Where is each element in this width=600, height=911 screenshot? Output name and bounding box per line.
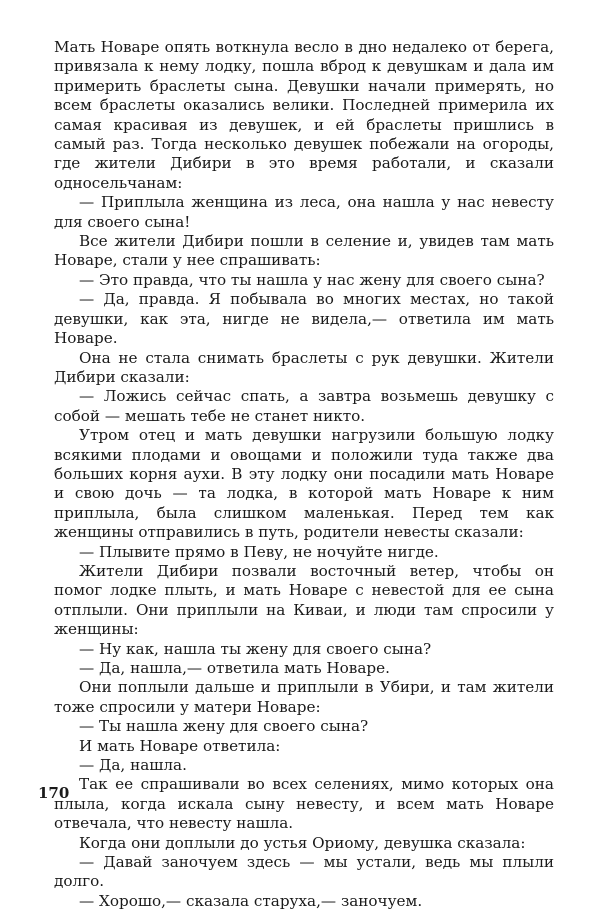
paragraph-18: Когда они доплыли до устья Ориому, девушка сказала: <box>79 833 526 852</box>
paragraph-11: — Ну как, нашла ты жену для своего сына? <box>79 639 432 658</box>
paragraph-7: — Ложись сейчас спать, а завтра возьмешь девушку с собой — мешать тебе не станет никто. <box>54 387 554 425</box>
paragraph-4: — Это правда, что ты нашла у нас жену для своего сына? <box>79 270 545 289</box>
page-text <box>54 38 554 911</box>
paragraph-10: Жители Дибири позвали восточный ветер, чтобы он помог лодке плыть, и мать Новаре с невестой для ее сына отплыли. Они приплыли на Киваи, и люди там спросили у женщины: <box>54 561 554 639</box>
paragraph-1: Мать Новаре опять воткнула весло в дно недалеко от берега, привязала к нему лодку, пошла вброд к девушкам и дала им примерить браслеты сына. Девушки начали примерять, но всем браслеты оказались велики. Последней примерила их самая красивая из девушек, и ей браслеты пришлись в самый раз. Тогда несколько девушек побежали на огороды, где жители Дибири в это время работали, и сказали односельчанам: <box>54 38 554 192</box>
paragraph-14: — Ты нашла жену для своего сына? <box>79 717 369 736</box>
paragraph-19: — Давай заночуем здесь — мы устали, ведь мы плыли долго. <box>54 853 554 891</box>
paragraph-15: И мать Новаре ответила: <box>79 736 281 755</box>
paragraph-12: — Да, нашла,— ответила мать Новаре. <box>79 659 390 677</box>
paragraph-2: — Приплыла женщина из леса, она нашла у нас невесту для своего сына! <box>54 193 554 231</box>
paragraph-3: Все жители Дибири пошли в селение и, увидев там мать Новаре, стали у нее спрашивать: <box>54 232 554 270</box>
paragraph-6: Она не стала снимать браслеты с рук девушки. Жители Дибири сказали: <box>54 348 554 386</box>
paragraph-13: Они поплыли дальше и приплыли в Убири, и там жители тоже спросили у матери Новаре: <box>54 678 554 716</box>
paragraph-17: Так ее спрашивали во всех селениях, мимо которых она плыла, когда искала сыну невесту, и всем мать Новаре отвечала, что невесту нашла. <box>54 775 554 833</box>
paragraph-16: — Да, нашла. <box>79 756 187 775</box>
paragraph-8: Утром отец и мать девушки нагрузили большую лодку всякими плодами и овощами и положили туда также два больших корня аухи. В эту лодку они посадили мать Новаре и свою дочь — та лодка, в которой мать Новаре к ним приплыла, была слишком маленькая. Перед тем как женщины отправились в путь, родители невесты сказали: <box>54 426 554 542</box>
paragraph-20: — Хорошо,— сказала старуха,— заночуем. <box>79 891 423 910</box>
paragraph-9: — Плывите прямо в Певу, не ночуйте нигде. <box>79 542 439 561</box>
paragraph-5: — Да, правда. Я побывала во многих местах, но такой девушки, как эта, нигде не видела,— ответила им мать Новаре. <box>54 290 554 348</box>
page-number: 170 <box>38 784 70 802</box>
